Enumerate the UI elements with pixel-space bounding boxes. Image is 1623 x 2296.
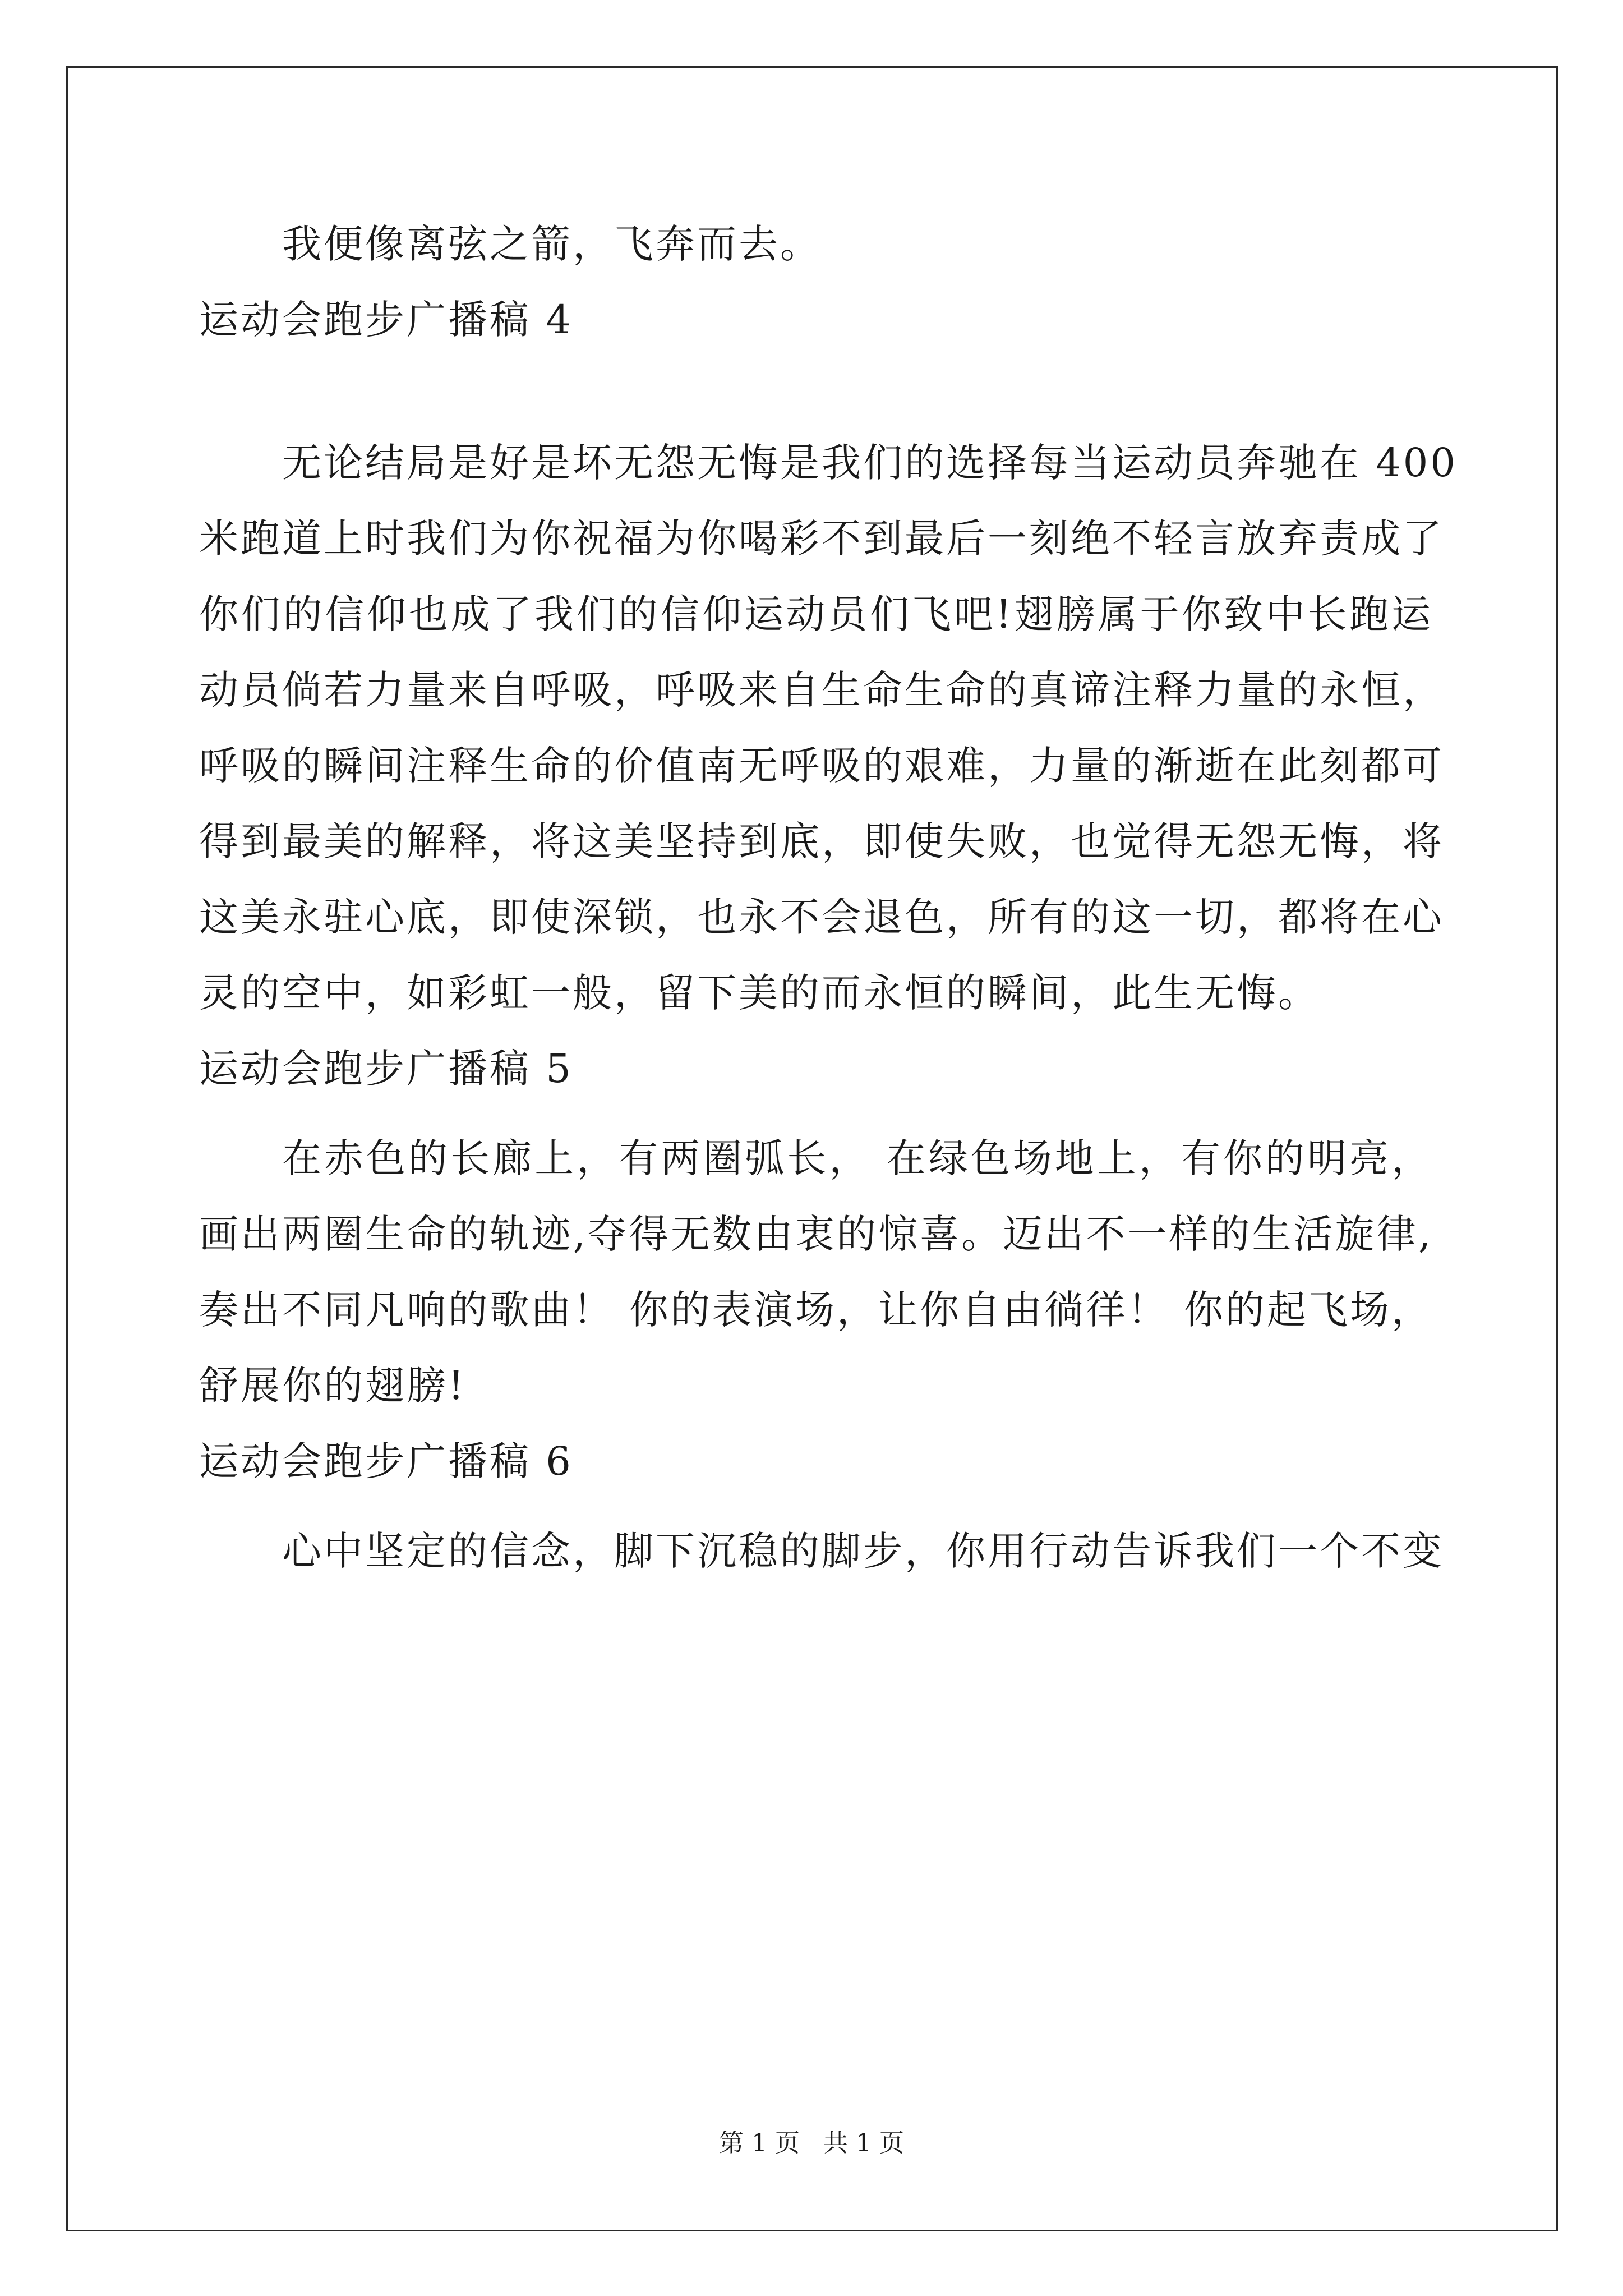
section-heading: 运动会跑步广播稿 4 (199, 297, 573, 343)
section-heading: 运动会跑步广播稿 6 (199, 1438, 573, 1484)
paragraph-line: 得到最美的解释，将这美坚持到底，即使失败，也觉得无怨无悔，将 (199, 818, 1444, 864)
page-footer: 第 1 页 共 1 页 (719, 2129, 904, 2157)
paragraph-line: 奏出不同凡响的歌曲！ 你的表演场，让你自由徜徉！ 你的起飞场， (199, 1287, 1433, 1333)
paragraph-line: 画出两圈生命的轨迹,夺得无数由衷的惊喜。迈出不一样的生活旋律, (199, 1211, 1433, 1257)
paragraph-line: 动员倘若力量来自呼吸，呼吸来自生命生命的真谛注释力量的永恒， (199, 667, 1444, 713)
paragraph-line: 我便像离弦之箭，飞奔而去。 (282, 221, 822, 267)
paragraph-line: 心中坚定的信念，脚下沉稳的脚步，你用行动告诉我们一个不变 (282, 1528, 1444, 1574)
paragraph-line: 呼吸的瞬间注释生命的价值南无呼吸的艰难，力量的渐逝在此刻都可 (199, 743, 1444, 789)
paragraph-line: 在赤色的长廊上，有两圈弧长， 在绿色场地上，有你的明亮， (282, 1135, 1433, 1181)
paragraph-line: 灵的空中，如彩虹一般，留下美的而永恒的瞬间，此生无悔。 (199, 970, 1320, 1016)
paragraph-line: 米跑道上时我们为你祝福为你喝彩不到最后一刻绝不轻言放弃责成了 (199, 516, 1444, 562)
paragraph-line: 舒展你的翅膀! (199, 1363, 467, 1409)
paragraph-line: 无论结局是好是坏无怨无悔是我们的选择每当运动员奔驰在 400 (282, 440, 1458, 486)
paragraph-line: 你们的信仰也成了我们的信仰运动员们飞吧!翅膀属于你致中长跑运 (199, 591, 1433, 637)
section-heading: 运动会跑步广播稿 5 (199, 1046, 573, 1092)
paragraph-line: 这美永驻心底，即使深锁，也永不会退色，所有的这一切，都将在心 (199, 894, 1444, 940)
